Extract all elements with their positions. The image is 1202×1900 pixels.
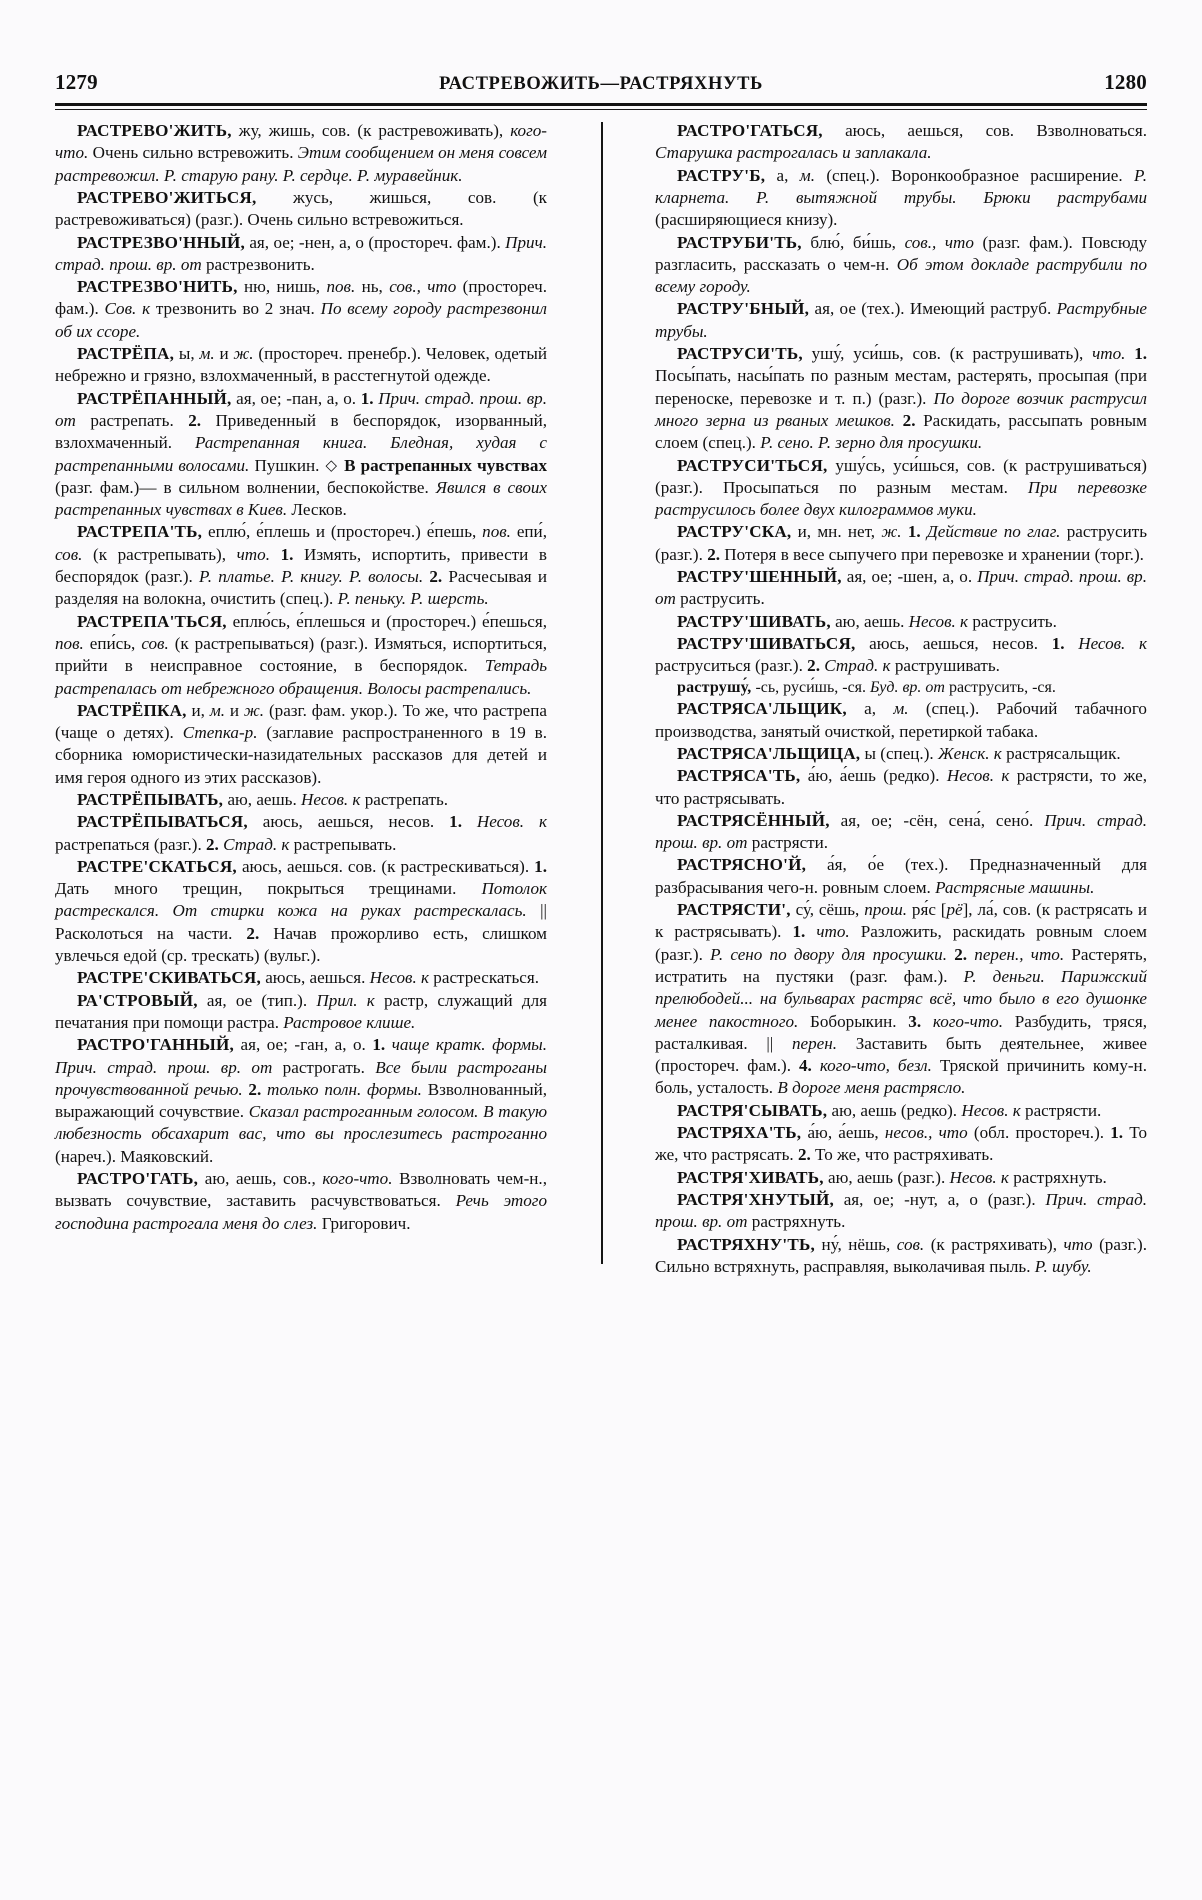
dictionary-entry (55, 343, 547, 388)
entry-headword: РАСТРЯСТИ', (677, 900, 791, 920)
dictionary-entry (655, 1234, 1147, 1279)
dictionary-entry (55, 120, 547, 187)
dictionary-entry (655, 765, 1147, 810)
entry-definition: ая, ое; -пан, а, о. 1. Прич. страд. прош. вр. от растрепать. 2. Приведенный в беспорядок, изорванный, взлохмаченный. Растрепанная книга. Бледная, худая с растрепанными волосами. Пушкин. ◇ В растрепанных чувствах (разг. фам.)— в сильном волнении, беспокойстве. Явился в своих растрепанных чувствах в Киев. Лесков. (55, 388, 548, 520)
entry-headword: РАСТРУБИ'ТЬ, (677, 232, 802, 252)
entry-definition: ушу́, уси́шь, сов. (к раструшивать), что. 1. Посы́пать, насы́пать по разным местам, растерять, просыпая (при переноске, перевозке и т. п.) (разг.). По дороге возчик раструсил много зерна из рваных мешков. 2. Раскидать, рассыпать ровным слоем (спец.). Р. сено. Р. зерно для просушки. (655, 344, 1148, 453)
entry-headword: РАСТРУ'Б, (677, 165, 766, 185)
entry-headword: РАСТРЁПАННЫЙ, (77, 388, 232, 408)
dictionary-entry (655, 1122, 1147, 1167)
dictionary-entry (655, 1189, 1147, 1234)
dictionary-entry (55, 276, 547, 343)
entry-definition: аю, аешь (редко). Несов. к растрясти. (827, 1100, 1102, 1120)
folio-right: 1280 (1104, 70, 1147, 94)
column-left (55, 120, 547, 1278)
dictionary-entry (655, 521, 1147, 566)
column-divider-rule (601, 122, 603, 1264)
dictionary-entry (655, 899, 1147, 1100)
dictionary-entry (655, 810, 1147, 855)
entry-definition: жу, жишь, сов. (к растревоживать), кого-что. Очень сильно встревожить. Этим сообщением он меня совсем растревожил. Р. старую рану. Р. сердце. Р. муравейник. (55, 121, 548, 185)
dictionary-entry (655, 854, 1147, 899)
entry-headword: РАСТРЕВО'ЖИТЬ, (77, 121, 232, 141)
entry-headword: РАСТРЁПЫВАТЬ, (77, 790, 224, 809)
entry-headword: РАСТРЯ'ХИВАТЬ, (677, 1167, 824, 1187)
dictionary-entry (55, 388, 547, 522)
entry-headword: РАСТРУ'ШЕННЫЙ, (677, 567, 842, 587)
dictionary-entry (655, 743, 1147, 765)
dictionary-entry (55, 789, 547, 811)
entry-headword: РАСТРУ'БНЫЙ, (677, 299, 810, 319)
header-rules (55, 103, 1147, 110)
entry-headword: РАСТРО'ГАТЬСЯ, (677, 121, 823, 141)
running-head-words: РАСТРЕВОЖИТЬ—РАСТРЯХНУТЬ (439, 74, 763, 94)
entry-definition: -сь, руси́шь, -ся. Буд. вр. от раструсить, -ся. (751, 678, 1056, 696)
entry-headword: РАСТРЯСА'ЛЬЩИК, (677, 699, 847, 719)
entry-definition: а́я, о́е (тех.). Предназначенный для разбрасывания чего-н. ровным слоем. Растрясные машины. (655, 855, 1147, 897)
entry-headword: РАСТРЕ'СКАТЬСЯ, (77, 856, 237, 876)
entry-headword: РАСТРУ'ШИВАТЬСЯ, (677, 633, 856, 653)
entry-definition: а́ю, а́ешь (редко). Несов. к растрясти, то же, что растрясывать. (655, 766, 1147, 808)
dictionary-entry (55, 521, 547, 610)
dictionary-entry (655, 566, 1147, 611)
entry-headword: РАСТРЯСЁННЫЙ, (677, 810, 830, 830)
entry-headword: РАСТРЯСНО'Й, (677, 855, 807, 875)
entry-definition: аю, аешь, сов., кого-что. Взволновать чем-н., вызвать сочувствие, заставить расчувствоваться. Речь этого господина растрогала меня до слез. Григорович. (55, 1169, 547, 1233)
dictionary-entry (655, 232, 1147, 299)
dictionary-entry (655, 678, 1147, 699)
dictionary-entry (655, 611, 1147, 633)
entry-definition: су́, сёшь, прош. ря́с [рё], ла́, сов. (к растрясать и к растрясывать). 1. что. Разложить, раскидать ровным слоем (разг.). Р. сено по двору для просушки. 2. перен., что. Растерять, истратить на пустяки (разг. фам.). Р. деньги. Парижский прелюбодей... на бульварах растряс всё, что было в его душонке менее пакостного. Боборыкин. 3. кого-что. Разбудить, тряся, расталкивая. || перен. Заставить быть деятельнее, живее (простореч. фам.). 4. кого-что, безл. Тряской причинить кому-н. боль, усталость. В дороге меня растрясло. (655, 900, 1148, 1098)
entry-definition: а, м. (спец.). Воронкообразное расширение. Р. кларнета. Р. вытяжной трубы. Брюки раструбами (расширяющиеся книзу). (655, 165, 1147, 230)
dictionary-entry (655, 698, 1147, 743)
entry-definition: ая, ое; -шен, а, о. Прич. страд. прош. вр. от раструсить. (655, 567, 1147, 609)
entry-definition: ая, ое; -ган, а, о. 1. чаще кратк. формы. Прич. страд. прош. вр. от растрогать. Все были растроганы прочувствованной речью. 2. только полн. формы. Взволнованный, выражающий сочувствие. Сказал растроганным голосом. В такую любезность обсахарит вас, что вы прослезитесь растроганно (нареч.). Маяковский. (55, 1035, 547, 1166)
entry-headword: РАСТРЯСА'ЛЬЩИЦА, (677, 743, 861, 763)
entry-definition: еплю́сь, е́плешься и (простореч.) е́пешься, пов. епи́сь, сов. (к растрепываться) (разг.). Измяться, испортиться, прийти в неисправное состояние, в беспорядок. Тетрадь растрепалась от небрежного обращения. Волосы растрепались. (55, 611, 547, 698)
dictionary-entry (655, 343, 1147, 454)
entry-headword: РАСТРЁПЫВАТЬСЯ, (77, 812, 248, 832)
entry-definition: аю, аешь (разг.). Несов. к растряхнуть. (823, 1167, 1107, 1187)
entry-headword: РАСТРУ'ШИВАТЬ, (677, 611, 831, 631)
entry-definition: аюсь, аешься, несов. 1. Несов. к растрепаться (разг.). 2. Страд. к растрепывать. (55, 812, 547, 854)
entry-definition: ы (спец.). Женск. к растрясальщик. (860, 743, 1121, 763)
dictionary-entry (655, 120, 1147, 165)
entry-headword: РАСТРЕПА'ТЬСЯ, (77, 611, 227, 631)
dictionary-entry (55, 990, 547, 1035)
entry-headword: РАСТРЕЗВО'ННЫЙ, (77, 232, 245, 252)
entry-definition: аюсь, аешься, сов. Взволноваться. Старушка растрогалась и заплакала. (655, 121, 1147, 163)
entry-definition: блю́, би́шь, сов., что (разг. фам.). Повсюду разгласить, рассказать о чем-н. Об этом докладе раструбили по всему городу. (655, 232, 1148, 297)
rule-thick (55, 103, 1147, 106)
dictionary-entry (55, 187, 547, 232)
dictionary-entry (655, 165, 1147, 232)
entry-definition: аю, аешь. Несов. к растрепать. (223, 790, 449, 809)
entry-headword: РАСТРЯ'ХНУТЫЙ, (677, 1189, 834, 1209)
entry-definition: ая, ое (тех.). Имеющий раструб. Раструбные трубы. (655, 299, 1147, 341)
entry-definition: аюсь, аешься. Несов. к растрескаться. (260, 968, 540, 988)
entry-headword: РАСТРУСИ'ТЬСЯ, (677, 455, 828, 475)
entry-headword: РАСТРЁПА, (77, 344, 175, 364)
entry-headword: РАСТРЯХНУ'ТЬ, (677, 1234, 815, 1254)
rule-thin (55, 109, 1147, 111)
entry-definition: ну́, нёшь, сов. (к растряхивать), что (разг.). Сильно встряхнуть, расправляя, выколачивая пыль. Р. шубу. (655, 1234, 1147, 1276)
entry-headword: РАСТРЕ'СКИВАТЬСЯ, (77, 968, 261, 988)
running-head (55, 70, 1147, 96)
entry-definition: ая, ое; -сён, сена́, сено́. Прич. страд. прош. вр. от растрясти. (655, 810, 1147, 853)
entry-definition: и, м. и ж. (разг. фам. укор.). То же, что растрепа (чаще о детях). Степка-р. (заглавие распространенного в 19 в. сборника юмористически-назидательных рассказов для детей и имя героя одного из этих рассказов). (55, 700, 547, 787)
dictionary-entry (55, 232, 547, 277)
dictionary-entry (655, 298, 1147, 343)
entry-definition: ушу́сь, уси́шься, сов. (к раструшиваться) (разг.). Просыпаться по разным местам. При перевозке раструсилось более двух килограммов муки. (655, 455, 1148, 520)
entry-definition: ая, ое; -нут, а, о (разг.). Прич. страд. прош. вр. от растряхнуть. (655, 1189, 1147, 1232)
dictionary-entry (55, 1168, 547, 1235)
entry-definition: а, м. (спец.). Рабочий табачного производства, занятый очисткой, перетиркой табака. (655, 699, 1147, 741)
entry-definition: еплю́, е́плешь и (простореч.) е́пешь, пов. епи́, сов. (к растрепывать), что. 1. Измять, испортить, привести в беспорядок (разг.). Р. платье. Р. книгу. Р. волосы. 2. Расчесывая и разделяя на волокна, очистить (спец.). Р. пеньку. Р. шерсть. (55, 522, 547, 609)
entry-headword: РАСТРЯХА'ТЬ, (677, 1123, 802, 1143)
entry-headword: РА'СТРОВЫЙ, (77, 990, 198, 1010)
dictionary-entry (655, 1100, 1147, 1122)
entry-headword: РАСТРУСИ'ТЬ, (677, 344, 803, 364)
dictionary-entry (55, 811, 547, 856)
entry-headword: РАСТРЁПКА, (77, 700, 187, 720)
dictionary-entry (655, 1167, 1147, 1189)
entry-definition: аюсь, аешься. сов. (к растрескиваться). 1. Дать много трещин, покрыться трещинами. Потолок растрескался. От стирки кожа на руках растрескалась. || Расколоться на части. 2. Начав прожорливо есть, слишком увлечься едой (ср. трескать) (вульг.). (55, 856, 547, 966)
dictionary-entry (55, 700, 547, 789)
entry-headword: РАСТРО'ГАННЫЙ, (77, 1035, 234, 1055)
entry-definition: и, мн. нет, ж. 1. Действие по глаг. раструсить (разг.). 2. Потеря в весе сыпучего при перевозке и хранении (торг.). (655, 522, 1147, 564)
entry-definition: а́ю, а́ешь, несов., что (обл. простореч.). 1. То же, что растрясать. 2. То же, что растряхивать. (655, 1123, 1147, 1165)
entry-definition: ая, ое; -нен, а, о (простореч. фам.). Прич. страд. прош. вр. от растрезвонить. (55, 232, 547, 274)
column-gutter (547, 120, 655, 1278)
dictionary-entry (55, 856, 547, 967)
dictionary-entry (655, 455, 1147, 522)
dictionary-entry (55, 967, 547, 989)
entry-definition: аю, аешь. Несов. к раструсить. (830, 611, 1057, 631)
column-right (655, 120, 1147, 1278)
entry-headword: РАСТРЕВО'ЖИТЬСЯ, (77, 187, 257, 207)
dictionary-entry (55, 1034, 547, 1168)
entry-headword: РАСТРО'ГАТЬ, (77, 1169, 199, 1189)
entry-definition: ы, м. и ж. (простореч. пренебр.). Человек, одетый небрежно и грязно, взлохмаченный, в расстегнутой одежде. (55, 344, 547, 386)
entry-definition: жусь, жишься, сов. (к растревоживаться) (разг.). Очень сильно встревожиться. (55, 187, 547, 230)
entry-headword: РАСТРЕПА'ТЬ, (77, 522, 203, 542)
folio-left: 1279 (55, 70, 98, 94)
entry-headword: РАСТРЯ'СЫВАТЬ, (677, 1100, 828, 1120)
entry-headword: РАСТРЕЗВО'НИТЬ, (77, 277, 238, 297)
text-columns (55, 120, 1147, 1278)
page-content (55, 70, 1147, 1278)
entry-headword: раструшу́, (677, 678, 752, 696)
entry-headword: РАСТРУ'СКА, (677, 522, 792, 542)
dictionary-entry (655, 633, 1147, 678)
entry-headword: РАСТРЯСА'ТЬ, (677, 766, 801, 786)
entry-definition: аюсь, аешься, несов. 1. Несов. к раструситься (разг.). 2. Страд. к раструшивать. (655, 633, 1147, 676)
dictionary-entry (55, 611, 547, 700)
entry-definition: ню, нишь, пов. нь, сов., что (простореч. фам.). Сов. к трезвонить во 2 знач. По всему городу растрезвонил об их ссоре. (55, 277, 548, 341)
entry-definition: ая, ое (тип.). Прил. к растр, служащий для печатания при помощи растра. Растровое клише. (55, 990, 548, 1032)
